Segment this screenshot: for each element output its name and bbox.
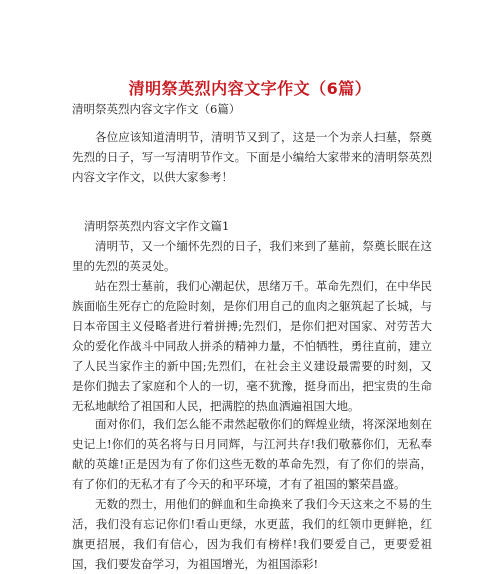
body-paragraph-2: 站在烈士墓前，我们心潮起伏，思绪万千。革命先烈们，在中华民族面临生死存亡的危险时刻，是你们用自己的血肉之躯筑起了长城，与日本帝国主义侵略者进行着拼搏;先烈们，是你们把对国家、对劳苦大众的爱化作战斗中同敌人拼杀的精神力量，不怕牺牲，勇往直前，建立了人民当家作主的新中国;先烈们，在社会主义建设最需要的时刻，又是你们抛去了家庭和个人的一切，毫不犹豫，挺身而出，把宝贵的生命无私地献给了祖国和人民，把满腔的热血洒遍祖国大地。 — [72, 279, 432, 413]
document-title: 清明祭英烈内容文字作文（6篇） — [128, 79, 372, 98]
body-paragraph-4: 无数的烈士，用他们的鲜血和生命换来了我们今天这来之不易的生活，我们没有忘记你们!看山更绿，水更蓝，我们的红领巾更鲜艳，红旗更招展，我们有信心，因为我们有榜样!我们要爱自己，更要爱祖国，我们要发奋学习，为祖国增光，为祖国添彩! — [72, 497, 432, 571]
intro-paragraph: 各位应该知道清明节，清明节又到了，这是一个为亲人扫墓，祭奠先烈的日子，写一写清明节作文。下面是小编给大家带来的清明祭英烈内容文字作文，以供大家参考！ — [72, 130, 432, 184]
document-subtitle: 清明祭英烈内容文字作文（6篇） — [72, 102, 241, 116]
body-paragraph-3: 面对你们，我们怎么能不肃然起敬你们的辉煌业绩，将深深地刻在史记上!你们的英名将与日月同辉，与江河共存!我们敬慕你们，无私奉献的英雄!正是因为有了你们这些无数的革命先烈，有了你们的崇高，有了你们的无私才有了今天的和平环境，才有了祖国的繁荣昌盛。 — [72, 417, 432, 491]
section-heading: 清明祭英烈内容文字作文篇1 — [84, 219, 230, 233]
body-paragraph-1: 清明节，又一个缅怀先烈的日子，我们来到了墓前，祭奠长眠在这里的先烈的英灵处。 — [72, 239, 432, 273]
